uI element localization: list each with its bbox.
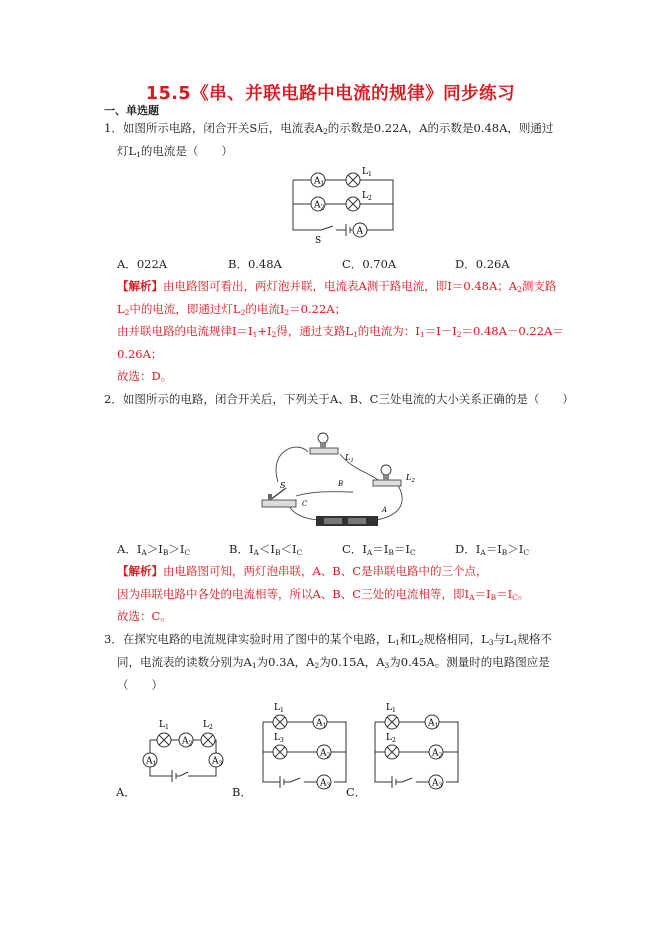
option-sub: A bbox=[480, 548, 486, 557]
analysis-sub: 2 bbox=[517, 285, 522, 294]
q3-text: 和L bbox=[399, 632, 419, 646]
analysis-text: 由并联电路的电流规律I＝I bbox=[117, 324, 253, 338]
q3-sub: 3 bbox=[488, 638, 494, 647]
page-title: 15.5《串、并联电路中电流的规律》同步练习 bbox=[145, 84, 516, 104]
q1-text: 灯L bbox=[117, 144, 137, 158]
analysis-text: 由电路图可知，两灯泡串联，A、B、C是串联电路中的三个点， bbox=[163, 564, 488, 578]
option-sub: B bbox=[162, 548, 169, 557]
option-letter: B． bbox=[229, 542, 249, 556]
q1-text: 的电流是（ ） bbox=[140, 144, 233, 158]
option-sub: A bbox=[141, 548, 147, 557]
q1-fig-L2-label: $L_2$ bbox=[362, 191, 372, 202]
q3a-L2-label: $L_2$ bbox=[203, 720, 213, 731]
q2-text: 如图所示的电路，闭合开关后，下列关于A、B、C三处电流的大小关系正确的是（ ） bbox=[122, 392, 574, 406]
option-text: 0.26A bbox=[475, 257, 510, 271]
q1-fig-L1-label: $L_1$ bbox=[362, 167, 372, 178]
q3c-A1-label: $A_1$ bbox=[428, 718, 439, 730]
option-text: 0.70A bbox=[362, 257, 397, 271]
q2-analysis-line2 bbox=[117, 587, 529, 601]
q1-text: 的示数是0.22A，A的示数是0.48A，则通过 bbox=[327, 121, 554, 135]
q1-analysis-line4: 0.26A； bbox=[117, 347, 163, 361]
analysis-sub: A bbox=[469, 593, 475, 602]
analysis-sub: 2 bbox=[124, 308, 130, 317]
q1-analysis-line3 bbox=[117, 324, 564, 338]
q3a-A2-label: $A_2$ bbox=[182, 736, 193, 748]
q3-sub: 2 bbox=[314, 661, 320, 670]
option-text: ＞I bbox=[146, 542, 163, 556]
option-sub: A bbox=[253, 548, 259, 557]
q2-option-b[interactable] bbox=[229, 542, 302, 556]
q1-sub: 2 bbox=[323, 127, 328, 136]
q1-analysis-line2 bbox=[117, 302, 346, 316]
q2-fig-B-label: B bbox=[338, 480, 344, 488]
option-letter: A． bbox=[117, 257, 137, 271]
q1-fig-A2-label: $A_2$ bbox=[314, 200, 325, 212]
q1-option-d[interactable] bbox=[455, 257, 510, 271]
option-sub: A bbox=[366, 548, 373, 557]
analysis-sub: 2 bbox=[456, 330, 462, 339]
q2-bulb2-icon bbox=[373, 465, 401, 486]
q2-analysis-line1 bbox=[117, 564, 488, 578]
q3-text: 为0.45A。测量时的电路图应是 bbox=[389, 655, 550, 669]
q3-sub: 3 bbox=[384, 661, 390, 670]
option-letter: B． bbox=[228, 257, 248, 271]
option-text: ＝I bbox=[372, 542, 389, 556]
q2-stem bbox=[104, 392, 574, 406]
q1-text: 如图所示电路，闭合开关S后，电流表A bbox=[122, 121, 324, 135]
analysis-text: 得，通过支路L bbox=[276, 324, 353, 338]
q3-sub: 2 bbox=[418, 638, 424, 647]
option-text: ＝I bbox=[393, 542, 410, 556]
q2-fig-L2-label: $L_2$ bbox=[406, 473, 415, 484]
option-text: I bbox=[248, 542, 254, 556]
option-letter: D． bbox=[455, 257, 476, 271]
option-sub: B bbox=[274, 548, 281, 557]
q2-fig-C-label: C bbox=[302, 500, 308, 508]
analysis-sub: B bbox=[490, 593, 497, 602]
q3-sub: 1 bbox=[251, 661, 257, 670]
analysis-text: L bbox=[117, 302, 125, 316]
analysis-sub: C bbox=[512, 593, 518, 602]
q2-switch-icon bbox=[262, 488, 296, 507]
option-text: I bbox=[475, 542, 481, 556]
q3-number: 3． bbox=[104, 632, 123, 646]
q1-sub: 1 bbox=[136, 150, 141, 159]
option-letter: D． bbox=[455, 542, 476, 556]
q3-sub: 1 bbox=[512, 638, 518, 647]
option-text: ＞I bbox=[168, 542, 185, 556]
analysis-text: ＝I bbox=[496, 587, 513, 601]
option-sub: B bbox=[388, 548, 394, 557]
analysis-sub: 1 bbox=[352, 330, 358, 339]
option-text: 022A bbox=[136, 257, 168, 271]
q1-circuit-figure bbox=[288, 166, 398, 246]
q3-stem-line3: （ ） bbox=[117, 678, 163, 692]
q2-circuit-figure bbox=[258, 430, 418, 530]
analysis-text: ＝I bbox=[474, 587, 491, 601]
q3-sub: 1 bbox=[394, 638, 400, 647]
option-text: ＝I bbox=[485, 542, 502, 556]
q1-option-b[interactable] bbox=[228, 257, 282, 271]
option-text: ＜I bbox=[280, 542, 297, 556]
q3-text: 规格不 bbox=[517, 632, 553, 646]
q1-option-c[interactable] bbox=[342, 257, 396, 271]
analysis-text: 的电流为：I bbox=[357, 324, 420, 338]
q3a-A3-label: $A_3$ bbox=[212, 756, 223, 768]
option-letter: A． bbox=[117, 542, 137, 556]
q3-option-b[interactable]: B． bbox=[232, 785, 252, 799]
q3-text: 为0.3A，A bbox=[256, 655, 315, 669]
q2-answer: 故选：C。 bbox=[117, 609, 172, 623]
analysis-sub: 2 bbox=[284, 308, 290, 317]
q1-option-a[interactable] bbox=[117, 257, 167, 271]
q3-option-a[interactable]: A． bbox=[116, 785, 136, 799]
q3-text: 规格相同，L bbox=[423, 632, 489, 646]
analysis-text: ＝0.48A－0.22A＝ bbox=[461, 324, 564, 338]
q3c-L1-label: $L_1$ bbox=[386, 703, 396, 714]
q2-option-a[interactable] bbox=[117, 542, 190, 556]
q2-option-c[interactable] bbox=[342, 542, 416, 556]
analysis-sub: 1 bbox=[252, 330, 258, 339]
analysis-text: 因为串联电路中各处的电流相等，所以A、B、C三处的电流相等，即I bbox=[117, 587, 470, 601]
q2-fig-L1-label: $L_1$ bbox=[345, 453, 354, 464]
analysis-text: 中的电流，即通过灯L bbox=[129, 302, 241, 316]
q1-fig-S-label: S bbox=[315, 236, 322, 246]
option-text: 0.48A bbox=[247, 257, 282, 271]
option-sub: C bbox=[409, 548, 416, 557]
q3-stem-line2 bbox=[117, 655, 550, 669]
analysis-text: 由电路图可看出，两灯泡并联，电流表A测干路电流，即I＝0.48A；A bbox=[163, 279, 518, 293]
q1-answer: 故选：D。 bbox=[117, 369, 173, 383]
option-text: ＞I bbox=[507, 542, 524, 556]
q1-stem-line1 bbox=[104, 121, 553, 135]
q2-fig-A-label: A bbox=[382, 506, 388, 514]
option-text: I bbox=[136, 542, 142, 556]
analysis-sub: 2 bbox=[240, 308, 246, 317]
option-sub: B bbox=[501, 548, 508, 557]
q1-fig-A1-label: $A_1$ bbox=[314, 176, 325, 188]
q3c-A3-label: $A_3$ bbox=[432, 778, 443, 790]
q1-fig-A-label: A bbox=[356, 226, 363, 237]
q3-text: 同，电流表的读数分别为A bbox=[117, 655, 252, 669]
option-letter: C． bbox=[342, 257, 363, 271]
q3-option-c[interactable]: C． bbox=[346, 785, 367, 799]
analysis-text: 。 bbox=[517, 587, 530, 601]
q2-bulb1-icon bbox=[310, 433, 338, 454]
analysis-text: ＝I－I bbox=[424, 324, 457, 338]
q3-figure-b[interactable] bbox=[258, 700, 358, 795]
analysis-sub: 1 bbox=[419, 330, 425, 339]
q3-text: 与L bbox=[493, 632, 513, 646]
option-sub: C bbox=[523, 548, 530, 557]
q2-battery-icon bbox=[316, 516, 378, 526]
q3b-A1-label: $A_1$ bbox=[316, 718, 327, 730]
option-letter: C． bbox=[342, 542, 363, 556]
q1-analysis-line1 bbox=[117, 279, 556, 293]
q3-figure-a[interactable] bbox=[128, 712, 238, 792]
analysis-sub: 2 bbox=[271, 330, 277, 339]
analysis-text: +I bbox=[257, 324, 272, 338]
q3-stem-line1 bbox=[104, 632, 552, 646]
q2-number: 2． bbox=[104, 392, 123, 406]
q2-option-d[interactable] bbox=[455, 542, 529, 556]
analysis-text: 测支路 bbox=[521, 279, 557, 293]
q3-text: 在探究电路的电流规律实验时用了图中的某个电路，L bbox=[122, 632, 395, 646]
option-text: I bbox=[362, 542, 367, 556]
q3b-L3-label: $L_3$ bbox=[274, 733, 284, 744]
q3c-L2-label: $L_2$ bbox=[386, 733, 396, 744]
q3c-A2-label: $A_2$ bbox=[432, 748, 443, 760]
section-heading: 一、单选题 bbox=[104, 104, 159, 117]
analysis-text: ＝0.22A； bbox=[289, 302, 347, 316]
q1-stem-line2 bbox=[117, 144, 233, 158]
q3-figure-c[interactable] bbox=[370, 700, 470, 795]
q3a-L1-label: $L_1$ bbox=[159, 720, 169, 731]
option-sub: C bbox=[296, 548, 303, 557]
analysis-tag: 【解析】 bbox=[117, 279, 163, 293]
q3b-A3-label: $A_3$ bbox=[320, 778, 331, 790]
option-text: ＜I bbox=[258, 542, 275, 556]
q3a-A1-label: $A_1$ bbox=[146, 756, 157, 768]
option-sub: C bbox=[184, 548, 191, 557]
q3b-A2-label: $A_2$ bbox=[320, 748, 331, 760]
analysis-tag: 【解析】 bbox=[117, 564, 163, 578]
q3b-L1-label: $L_1$ bbox=[274, 703, 284, 714]
q3-text: 为0.15A，A bbox=[319, 655, 385, 669]
analysis-text: 的电流I bbox=[245, 302, 285, 316]
q1-number: 1． bbox=[104, 121, 123, 135]
q2-fig-S-label: S bbox=[280, 481, 286, 490]
